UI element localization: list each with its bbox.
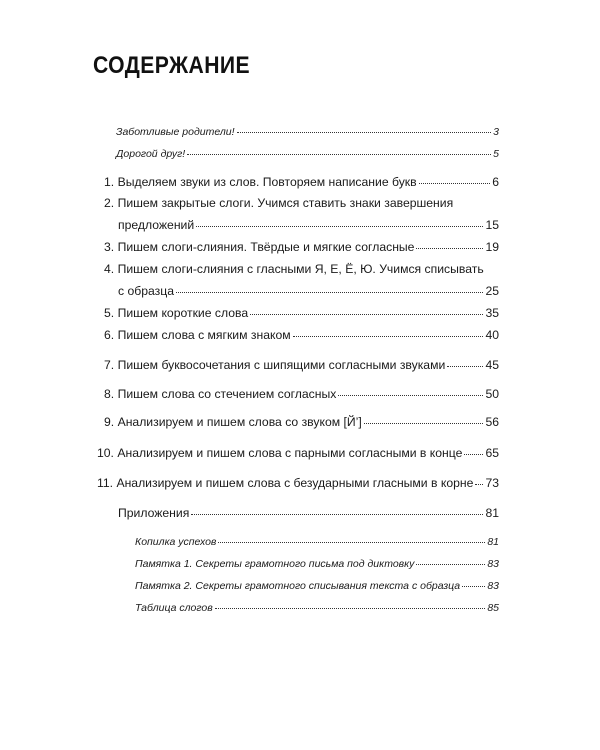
toc-entry-label: 8. Пишем слова со стечением согласных [104,387,337,401]
toc-entry-chapter-9[interactable] [104,415,499,429]
toc-entry-intro-parents[interactable] [116,125,499,139]
toc-entry-chapter-11[interactable] [97,476,499,490]
toc-entry-chapter-4-line1[interactable]: 4. Пишем слоги-слияния с гласными Я, Е, Ё, Ю. Учимся списывать [104,262,484,276]
toc-entry-label: 11. Анализируем и пишем слова с безударными гласными в корне [97,476,474,490]
leader-dots [215,608,486,609]
toc-entry-chapter-10[interactable] [97,446,499,460]
toc-entry-label: с образца [118,284,175,298]
toc-entry-chapter-3[interactable] [104,240,499,254]
leader-dots [187,154,491,155]
toc-entry-page: 3 [493,126,499,138]
toc-entry-page: 15 [485,218,499,232]
toc-entry-chapter-2[interactable] [118,218,499,232]
toc-entry-page: 83 [487,580,499,592]
leader-dots [293,336,484,337]
toc-entry-chapter-2-line1[interactable]: 2. Пишем закрытые слоги. Учимся ставить знаки завершения [104,196,454,210]
leader-dots [218,542,485,543]
leader-dots [191,514,483,515]
toc-entry-chapter-4[interactable] [118,284,499,298]
leader-dots [176,292,483,293]
leader-dots [237,132,492,133]
toc-entry-chapter-8[interactable] [104,387,499,401]
toc-entry-label: 7. Пишем буквосочетания с шипящими согласными звуками [104,358,446,372]
toc-entry-page: 19 [485,240,499,254]
toc-entry-label: предложений [118,218,195,232]
toc-entry-page: 50 [485,387,499,401]
leader-dots [447,366,483,367]
toc-entry-page: 40 [485,328,499,342]
leader-dots [196,226,483,227]
toc-entry-label: 1. Выделяем звуки из слов. Повторяем написание букв [104,175,417,189]
leader-dots [338,395,483,396]
toc-entry-page: 56 [485,415,499,429]
leader-dots [416,564,485,565]
toc-entry-page: 45 [485,358,499,372]
toc-entry-page: 81 [485,506,499,520]
toc-entry-chapter-5[interactable] [104,306,499,320]
toc-entry-chapter-7[interactable] [104,358,499,372]
toc-entry-label: Памятка 1. Секреты грамотного письма под диктовку [135,558,415,570]
toc-entry-label: 6. Пишем слова с мягким знаком [104,328,291,342]
toc-entry-chapter-1[interactable] [104,175,499,189]
leader-dots [416,248,483,249]
toc-entry-label: Памятка 2. Секреты грамотного списывания текста с образца [135,580,461,592]
toc-entry-label: Дорогой друг! [116,148,186,160]
toc-entry-page: 35 [485,306,499,320]
toc-entry-chapter-6[interactable] [104,328,499,342]
toc-entry-intro-friend[interactable] [116,147,499,161]
toc-entry-appendix[interactable] [118,506,499,520]
toc-entry-page: 6 [492,175,499,189]
leader-dots [464,454,483,455]
toc-entry-label: Таблица слогов [135,602,213,614]
toc-entry-page: 65 [485,446,499,460]
leader-dots [475,484,483,485]
toc-entry-page: 5 [493,148,499,160]
toc-entry-appendix-item-1[interactable] [135,535,499,549]
toc-entry-appendix-item-4[interactable] [135,601,499,615]
toc-entry-label: Заботливые родители! [116,126,235,138]
toc-entry-label: Приложения [118,506,190,520]
toc-entry-page: 85 [487,602,499,614]
toc-entry-page: 73 [485,476,499,490]
leader-dots [364,423,484,424]
leader-dots [462,586,485,587]
toc-entry-appendix-item-3[interactable] [135,579,499,593]
toc-entry-appendix-item-2[interactable] [135,557,499,571]
toc-entry-label: 9. Анализируем и пишем слова со звуком [Й’] [104,415,362,429]
leader-dots [250,314,483,315]
toc-entry-page: 81 [487,536,499,548]
toc-entry-page: 25 [485,284,499,298]
toc-entry-label: 10. Анализируем и пишем слова с парными согласными в конце [97,446,463,460]
toc-entry-label: 5. Пишем короткие слова [104,306,249,320]
toc-entry-label: Копилка успехов [135,536,217,548]
toc-entry-page: 83 [487,558,499,570]
leader-dots [419,183,491,184]
toc-entry-label: 3. Пишем слоги-слияния. Твёрдые и мягкие согласные [104,240,415,254]
page-title: СОДЕРЖАНИЕ [93,52,251,79]
